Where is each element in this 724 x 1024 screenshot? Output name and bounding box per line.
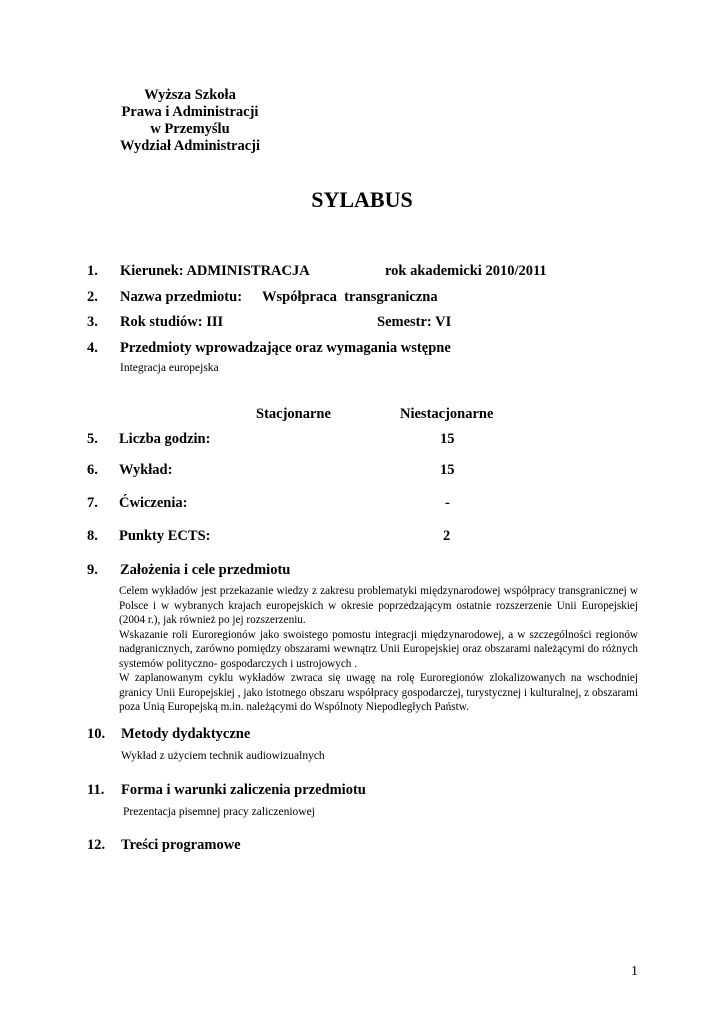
faculty-name: Wydział Administracji (119, 138, 261, 154)
hours-value: 15 (440, 431, 455, 447)
item-2-label: Nazwa przedmiotu: (120, 289, 243, 305)
item-3-label: Rok studiów: III (120, 314, 224, 330)
academic-year: rok akademicki 2010/2011 (385, 263, 547, 279)
item-5-label: Liczba godzin: (119, 431, 211, 447)
school-name-line2: Prawa i Administracji (121, 104, 259, 120)
prerequisites-text: Integracja europejska (120, 362, 219, 374)
item-8-label: Punkty ECTS: (119, 528, 211, 544)
objectives-paragraph-2: Wskazanie roli Euroregionów jako swoistego pomostu integracji międzynarodowej, a w szczególności regionów nadgranicznych, zarówno pomiędzy obszarami wewnątrz Unii Europejskiej oraz obszarami należącymi do różnych systemów polityczno- gospodarczych i ustrojowych . (119, 628, 638, 670)
item-10-label: Metody dydaktyczne (121, 726, 251, 742)
item-9-number: 9. (87, 562, 98, 578)
item-4-number: 4. (87, 340, 98, 356)
item-7-label: Ćwiczenia: (119, 495, 188, 511)
item-2-number: 2. (87, 289, 98, 305)
school-name-line1: Wyższa Szkoła (144, 87, 236, 103)
document-title: SYLABUS (311, 187, 413, 212)
ects-value: 2 (443, 528, 451, 544)
item-1-number: 1. (87, 263, 98, 279)
semester: Semestr: VI (377, 314, 452, 330)
item-7-number: 7. (87, 495, 98, 511)
item-12-label: Treści programowe (121, 837, 241, 853)
item-4-label: Przedmioty wprowadzające oraz wymagania wstępne (120, 340, 451, 356)
course-name: Współpraca transgraniczna (262, 289, 438, 305)
objectives-paragraph-1: Celem wykładów jest przekazanie wiedzy z zakresu problematyki międzynarodowej współpracy transgranicznej w Polsce i w wybranych krajach europejskich w okresie poprzedzającym ostatnie rozszerzenie Unii Europejskiej (2004 r.), jak również po jej rozszerzeniu. (119, 585, 638, 626)
item-1-label: Kierunek: ADMINISTRACJA (120, 263, 310, 279)
page-number: 1 (631, 964, 638, 979)
objectives-paragraph-3: W zaplanowanym cyklu wykładów zwraca się uwagę na rolę Euroregionów zlokalizowanych na wschodniej granicy Unii Europejskiej , jako istotnego obszaru współpracy gospodarczej, turystycznej i kulturalnej, z obszarami poza Unią Europejską m.in. należącymi do Wspólnoty Niepodległych Państw. (119, 672, 638, 713)
course-objectives (119, 584, 638, 715)
item-3-number: 3. (87, 314, 98, 330)
item-11-number: 11. (87, 782, 105, 798)
column-niestacjonarne: Niestacjonarne (400, 406, 494, 422)
assessment-text: Prezentacja pisemnej pracy zaliczeniowej (123, 806, 315, 818)
exercises-value: - (445, 495, 450, 511)
item-6-number: 6. (87, 462, 98, 478)
school-name-line3: w Przemyślu (150, 121, 230, 137)
lecture-value: 15 (440, 462, 455, 478)
column-stacjonarne: Stacjonarne (256, 406, 331, 422)
item-11-label: Forma i warunki zaliczenia przedmiotu (121, 782, 366, 798)
teaching-methods-text: Wykład z użyciem technik audiowizualnych (121, 750, 325, 762)
item-10-number: 10. (87, 726, 106, 742)
item-12-number: 12. (87, 837, 106, 853)
item-8-number: 8. (87, 528, 98, 544)
item-6-label: Wykład: (119, 462, 173, 478)
item-9-label: Założenia i cele przedmiotu (120, 562, 291, 578)
item-5-number: 5. (87, 431, 98, 447)
